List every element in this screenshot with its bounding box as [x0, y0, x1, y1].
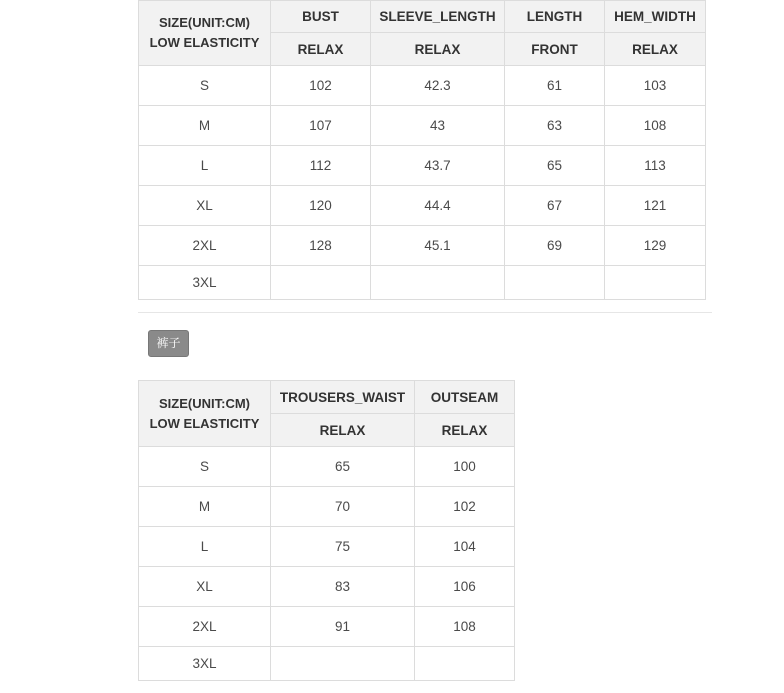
size-cell: L [139, 527, 271, 567]
hem-width-cell: 108 [605, 106, 706, 146]
column-header-hem-width: HEM_WIDTH [605, 1, 706, 33]
outseam-cell: 100 [415, 447, 515, 487]
sleeve-length-cell [371, 266, 505, 300]
sleeve-length-cell: 43.7 [371, 146, 505, 186]
size-unit-label: SIZE(UNIT:CM) [159, 15, 250, 30]
section-divider [138, 312, 712, 313]
length-cell: 63 [505, 106, 605, 146]
fit-header-sleeve-length: RELAX [371, 33, 505, 66]
sleeve-length-cell: 45.1 [371, 226, 505, 266]
fit-header-length: FRONT [505, 33, 605, 66]
trousers-waist-cell [271, 647, 415, 681]
trousers-waist-cell: 65 [271, 447, 415, 487]
table-row [139, 527, 515, 567]
fit-header-outseam: RELAX [415, 414, 515, 447]
outseam-cell: 108 [415, 607, 515, 647]
size-cell: XL [139, 567, 271, 607]
length-cell: 61 [505, 66, 605, 106]
table-row [139, 266, 706, 300]
sleeve-length-cell: 44.4 [371, 186, 505, 226]
fit-header-bust: RELAX [271, 33, 371, 66]
column-header-length: LENGTH [505, 1, 605, 33]
size-header-cell [139, 1, 271, 66]
sleeve-length-cell: 43 [371, 106, 505, 146]
column-header-outseam: OUTSEAM [415, 381, 515, 414]
fit-header-hem-width: RELAX [605, 33, 706, 66]
hem-width-cell: 121 [605, 186, 706, 226]
column-header-sleeve-length: SLEEVE_LENGTH [371, 1, 505, 33]
trousers-waist-cell: 83 [271, 567, 415, 607]
size-header-cell [139, 381, 271, 447]
bust-cell: 120 [271, 186, 371, 226]
table-row [139, 647, 515, 681]
length-cell: 65 [505, 146, 605, 186]
outseam-cell: 106 [415, 567, 515, 607]
table-row [139, 146, 706, 186]
elasticity-label: LOW ELASTICITY [149, 35, 260, 50]
hem-width-cell: 113 [605, 146, 706, 186]
outseam-cell: 104 [415, 527, 515, 567]
hem-width-cell [605, 266, 706, 300]
bust-cell: 112 [271, 146, 371, 186]
length-cell: 67 [505, 186, 605, 226]
trousers-waist-cell: 75 [271, 527, 415, 567]
column-header-trousers-waist: TROUSERS_WAIST [271, 381, 415, 414]
size-cell: S [139, 66, 271, 106]
length-cell: 69 [505, 226, 605, 266]
elasticity-label: LOW ELASTICITY [149, 415, 260, 431]
table-row [139, 447, 515, 487]
trousers-waist-cell: 70 [271, 487, 415, 527]
size-cell: M [139, 487, 271, 527]
size-cell: S [139, 447, 271, 487]
size-unit-label: SIZE(UNIT:CM) [159, 395, 250, 411]
table-row [139, 607, 515, 647]
trousers-size-table [138, 380, 515, 681]
table-row [139, 186, 706, 226]
size-cell: 2XL [139, 226, 271, 266]
bust-cell [271, 266, 371, 300]
length-cell [505, 266, 605, 300]
table-row [139, 567, 515, 607]
outseam-cell [415, 647, 515, 681]
table-row [139, 106, 706, 146]
table-row [139, 487, 515, 527]
outseam-cell: 102 [415, 487, 515, 527]
bust-cell: 107 [271, 106, 371, 146]
sleeve-length-cell: 42.3 [371, 66, 505, 106]
size-cell: L [139, 146, 271, 186]
size-cell: XL [139, 186, 271, 226]
size-cell: M [139, 106, 271, 146]
fit-header-trousers-waist: RELAX [271, 414, 415, 447]
size-cell: 2XL [139, 607, 271, 647]
column-header-bust: BUST [271, 1, 371, 33]
trousers-section-tag[interactable]: 裤子 [148, 330, 189, 357]
hem-width-cell: 103 [605, 66, 706, 106]
tops-size-table [138, 0, 706, 300]
bust-cell: 128 [271, 226, 371, 266]
size-cell: 3XL [139, 266, 271, 300]
size-cell: 3XL [139, 647, 271, 681]
table-row [139, 226, 706, 266]
table-row [139, 66, 706, 106]
header-row-measurements [139, 1, 706, 33]
header-row-measurements [139, 381, 515, 414]
bust-cell: 102 [271, 66, 371, 106]
hem-width-cell: 129 [605, 226, 706, 266]
trousers-waist-cell: 91 [271, 607, 415, 647]
